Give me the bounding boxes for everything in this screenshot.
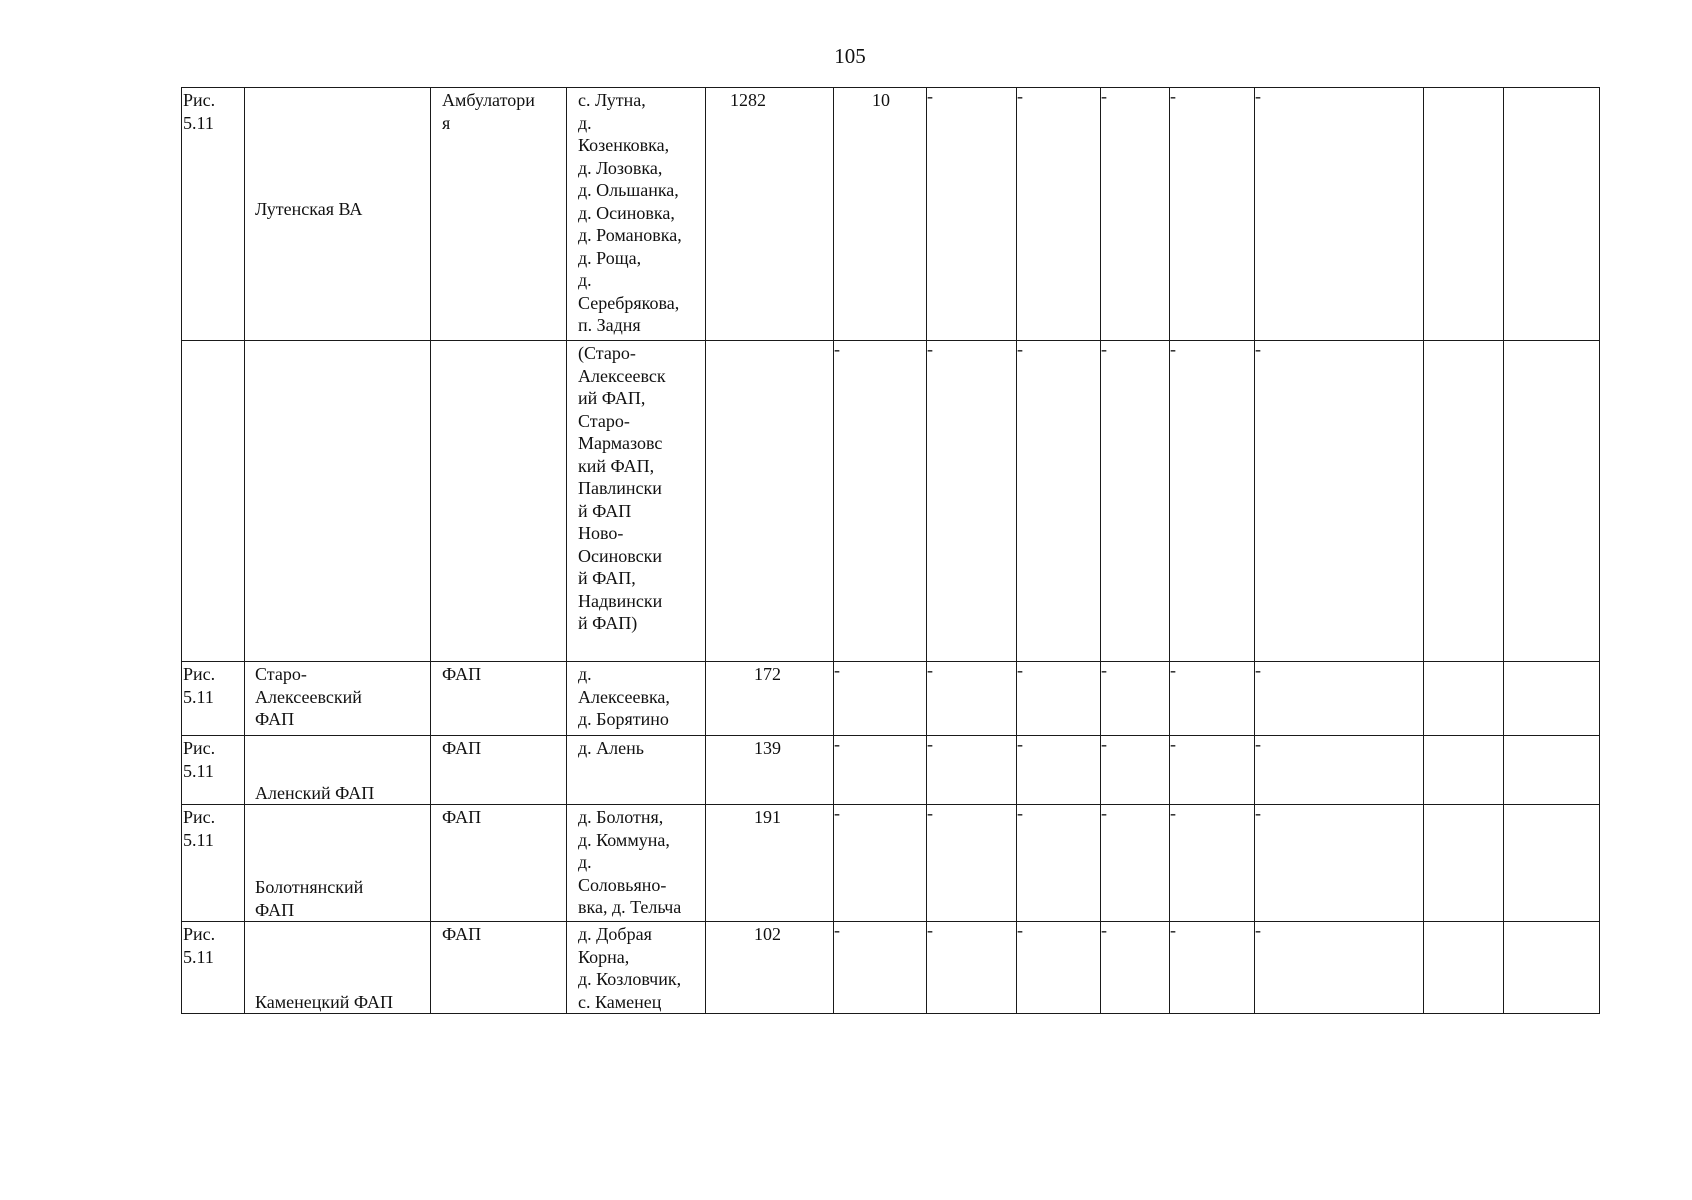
- dash-cell: -: [834, 341, 927, 662]
- empty-cell: [1424, 922, 1504, 1014]
- facility-type-cell: ФАП: [431, 662, 567, 736]
- dash-cell: -: [1017, 736, 1101, 805]
- figure-ref-cell: Рис. 5.11: [182, 88, 245, 341]
- figure-ref-cell: Рис. 5.11: [182, 736, 245, 805]
- dash-cell: -: [927, 341, 1017, 662]
- empty-cell: [1504, 88, 1600, 341]
- table-row: [182, 88, 1600, 341]
- figure-ref-cell: [182, 341, 245, 662]
- dash-cell: -: [1255, 922, 1424, 1014]
- dash-cell: -: [1170, 736, 1255, 805]
- dash-cell: -: [1170, 662, 1255, 736]
- page-number: 105: [834, 44, 866, 68]
- settlements-cell: д. Болотня, д. Коммуна, д. Соловьяно- вка, д. Тельча: [567, 805, 706, 922]
- population-cell: 191: [706, 805, 834, 922]
- facility-table: [181, 87, 1600, 1014]
- empty-cell: [1504, 341, 1600, 662]
- settlements-cell: с. Лутна, д. Козенковка, д. Лозовка, д. Ольшанка, д. Осиновка, д. Романовка, д. Роща, д. Серебрякова, п. Задня: [567, 88, 706, 341]
- empty-cell: [1424, 662, 1504, 736]
- dash-cell: -: [1255, 88, 1424, 341]
- dash-cell: -: [927, 736, 1017, 805]
- empty-cell: [1504, 736, 1600, 805]
- settlements-cell: д. Добрая Корна, д. Козловчик, с. Каменец: [567, 922, 706, 1014]
- dash-cell: -: [1170, 805, 1255, 922]
- table-row: [182, 662, 1600, 736]
- empty-cell: [1424, 736, 1504, 805]
- dash-cell: -: [927, 805, 1017, 922]
- dash-cell: -: [1170, 922, 1255, 1014]
- dash-cell: -: [834, 922, 927, 1014]
- empty-cell: [1424, 341, 1504, 662]
- dash-cell: -: [927, 88, 1017, 341]
- population-cell: 139: [706, 736, 834, 805]
- dash-cell: -: [1255, 805, 1424, 922]
- dash-cell: -: [1017, 662, 1101, 736]
- dash-cell: -: [1101, 805, 1170, 922]
- dash-cell: -: [1255, 736, 1424, 805]
- dash-cell: -: [1017, 805, 1101, 922]
- facility-type-cell: Амбулатори я: [431, 88, 567, 341]
- figure-ref-cell: Рис. 5.11: [182, 662, 245, 736]
- facility-type-cell: [431, 341, 567, 662]
- dash-cell: -: [1170, 341, 1255, 662]
- figure-ref-cell: Рис. 5.11: [182, 805, 245, 922]
- dash-cell: -: [1101, 341, 1170, 662]
- facility-name-cell: Лутенская ВА: [245, 88, 431, 341]
- dash-cell: -: [1017, 341, 1101, 662]
- settlements-cell: д. Алексеевка, д. Борятино: [567, 662, 706, 736]
- population-cell: [706, 341, 834, 662]
- facility-name-cell: Старо- Алексеевский ФАП: [245, 662, 431, 736]
- dash-cell: -: [1101, 662, 1170, 736]
- facility-name-cell: [245, 341, 431, 662]
- dash-cell: -: [927, 662, 1017, 736]
- facility-name-cell: Аленский ФАП: [245, 736, 431, 805]
- settlements-cell: (Старо- Алексеевск ий ФАП, Старо- Мармазовс кий ФАП, Павлински й ФАП Ново- Осиновски й ФАП, Надвински й ФАП): [567, 341, 706, 662]
- facility-name-cell: Каменецкий ФАП: [245, 922, 431, 1014]
- dash-cell: -: [1255, 662, 1424, 736]
- figure-ref-cell: Рис. 5.11: [182, 922, 245, 1014]
- dash-cell: -: [1255, 341, 1424, 662]
- dash-cell: -: [834, 736, 927, 805]
- table-row: [182, 922, 1600, 1014]
- table-row: [182, 341, 1600, 662]
- empty-cell: [1504, 922, 1600, 1014]
- dash-cell: -: [834, 805, 927, 922]
- population-cell: 1282: [706, 88, 834, 341]
- facility-type-cell: ФАП: [431, 805, 567, 922]
- dash-cell: -: [1017, 88, 1101, 341]
- facility-type-cell: ФАП: [431, 736, 567, 805]
- dash-cell: -: [927, 922, 1017, 1014]
- empty-cell: [1504, 662, 1600, 736]
- facility-type-cell: ФАП: [431, 922, 567, 1014]
- facility-name-cell: Болотнянский ФАП: [245, 805, 431, 922]
- dash-cell: -: [1101, 922, 1170, 1014]
- empty-cell: [1424, 805, 1504, 922]
- value-cell: 10: [834, 88, 927, 341]
- dash-cell: -: [1170, 88, 1255, 341]
- table-row: [182, 736, 1600, 805]
- settlements-cell: д. Алень: [567, 736, 706, 805]
- dash-cell: -: [1101, 736, 1170, 805]
- table-row: [182, 805, 1600, 922]
- dash-cell: -: [834, 662, 927, 736]
- dash-cell: -: [1017, 922, 1101, 1014]
- empty-cell: [1424, 88, 1504, 341]
- empty-cell: [1504, 805, 1600, 922]
- population-cell: 102: [706, 922, 834, 1014]
- dash-cell: -: [1101, 88, 1170, 341]
- population-cell: 172: [706, 662, 834, 736]
